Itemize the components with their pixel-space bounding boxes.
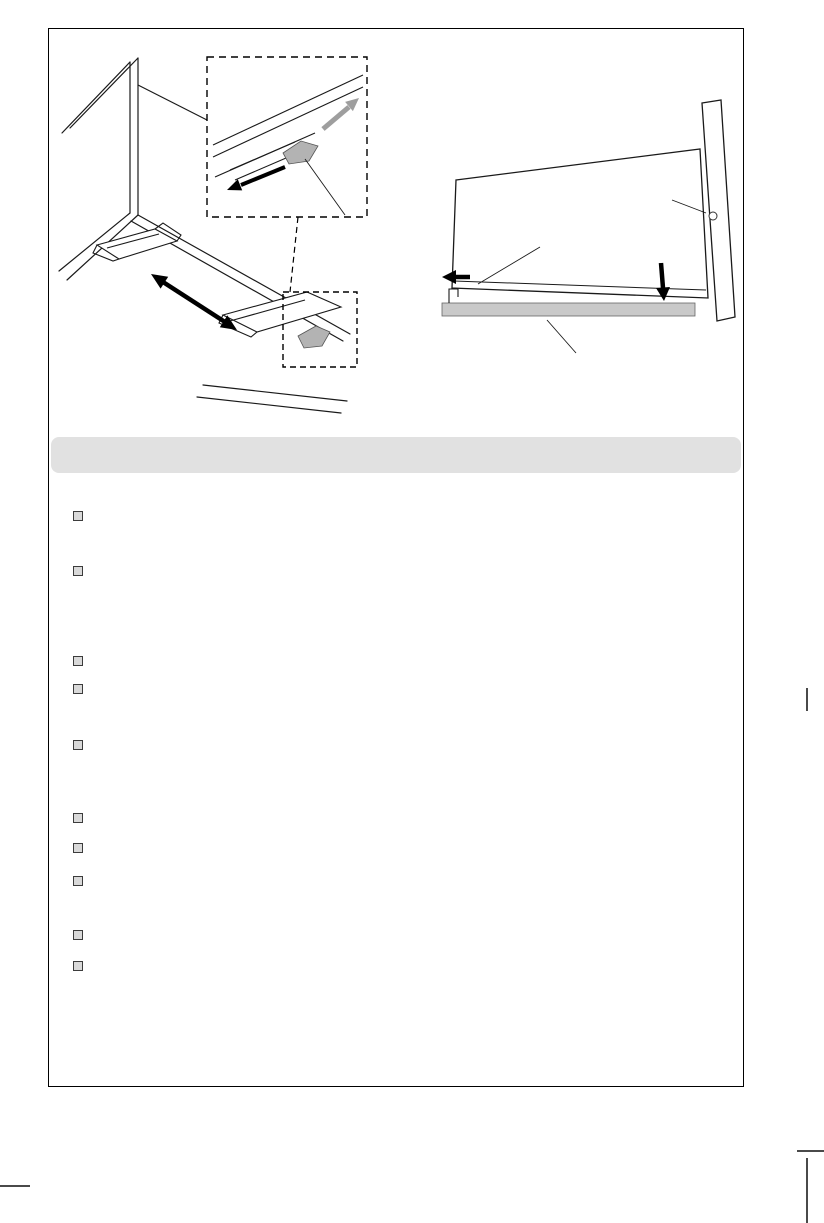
mounting-rail bbox=[442, 303, 695, 316]
list-item-bullet bbox=[73, 961, 83, 971]
list-item-bullet bbox=[73, 684, 83, 694]
latch-rear bbox=[219, 292, 341, 348]
inset-connector bbox=[290, 217, 298, 292]
list-item bbox=[73, 510, 93, 522]
crop-mark-right-bottom-v bbox=[806, 1158, 808, 1223]
double-arrow-icon bbox=[151, 274, 237, 330]
list-item bbox=[73, 683, 93, 695]
list-item-bullet bbox=[73, 930, 83, 940]
list-item bbox=[73, 842, 93, 854]
figure-cabinet-latch bbox=[55, 45, 405, 425]
list-item bbox=[73, 960, 93, 972]
figure-panel-rail bbox=[430, 85, 742, 365]
crop-mark-bottom-left bbox=[0, 1185, 30, 1187]
screw-hole bbox=[709, 212, 717, 220]
list-item bbox=[73, 565, 93, 577]
zoom-inset bbox=[207, 57, 367, 217]
list-item bbox=[73, 812, 93, 824]
list-item-bullet bbox=[73, 843, 83, 853]
list-item-bullet bbox=[73, 656, 83, 666]
list-item bbox=[73, 875, 93, 887]
rail-hook bbox=[449, 289, 458, 303]
list-item bbox=[73, 655, 93, 667]
list-item-bullet bbox=[73, 876, 83, 886]
list-item bbox=[73, 929, 93, 941]
latch-front bbox=[93, 223, 181, 261]
list-item-bullet bbox=[73, 740, 83, 750]
list-item-bullet bbox=[73, 511, 83, 521]
list-item-bullet bbox=[73, 813, 83, 823]
list-item bbox=[73, 739, 93, 751]
crop-mark-right-bottom-h bbox=[797, 1150, 824, 1152]
crop-mark-right-top bbox=[806, 688, 808, 711]
tilted-panel bbox=[452, 149, 708, 298]
list-item-bullet bbox=[73, 566, 83, 576]
latch-lever-gray bbox=[298, 326, 330, 348]
section-heading-band bbox=[51, 437, 741, 473]
